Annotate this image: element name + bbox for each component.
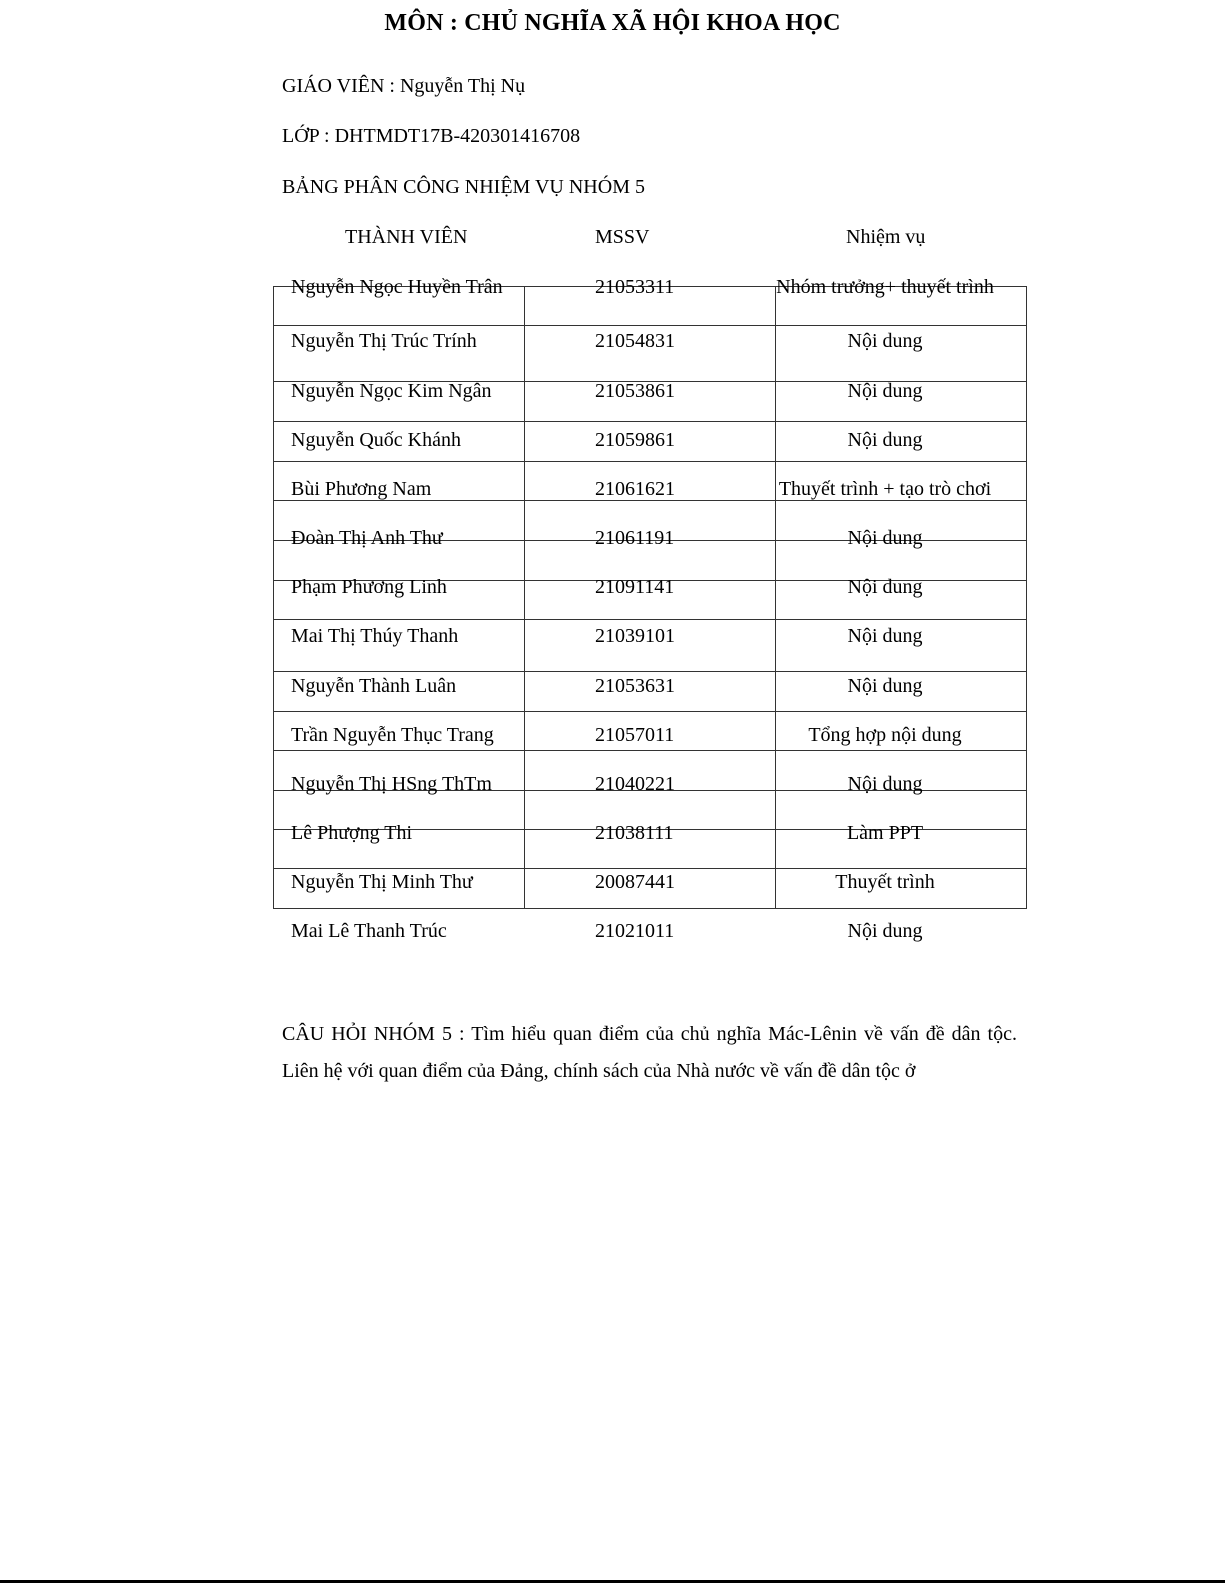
member-name: Mai Lê Thanh Trúc <box>291 920 447 942</box>
student-id: 20087441 <box>595 871 675 893</box>
member-name: Phạm Phương Linh <box>291 576 447 598</box>
member-name: Nguyễn Quốc Khánh <box>291 429 461 451</box>
table-row-divider <box>273 619 1027 620</box>
member-name: Lê Phượng Thi <box>291 822 413 844</box>
member-task: Làm PPT <box>846 822 924 844</box>
student-id: 21053311 <box>595 276 675 298</box>
student-id: 21061621 <box>595 478 675 500</box>
student-id: 21091141 <box>595 576 675 598</box>
table-row-divider <box>273 461 1027 462</box>
member-name: Nguyễn Thị Minh Thư <box>291 871 473 893</box>
member-name: Nguyễn Ngọc Huyền Trân <box>291 276 503 298</box>
student-id: 21040221 <box>595 773 675 795</box>
member-task: Nội dung <box>847 625 923 647</box>
member-task: Nội dung <box>847 527 923 549</box>
student-id: 21059861 <box>595 429 675 451</box>
table-row-divider <box>273 908 1027 909</box>
page-bottom-rule <box>0 1580 1225 1583</box>
class-line: LỚP : DHTMDT17B-420301416708 <box>282 125 581 147</box>
member-task: Tổng hợp nội dung <box>808 724 962 746</box>
student-id: 21039101 <box>595 625 675 647</box>
document-title: MÔN : CHỦ NGHĨA XÃ HỘI KHOA HỌC <box>384 10 841 36</box>
teacher-line: GIÁO VIÊN : Nguyễn Thị Nụ <box>282 75 526 97</box>
member-name: Nguyễn Thành Luân <box>291 675 457 697</box>
member-task: Nội dung <box>847 675 923 697</box>
member-task: Nội dung <box>847 380 923 402</box>
member-task: Thuyết trình + tạo trò chơi <box>778 478 992 500</box>
member-task: Nội dung <box>847 920 923 942</box>
group-question: CÂU HỎI NHÓM 5 : Tìm hiểu quan điểm của chủ nghĩa Mác-Lênin về vấn đề dân tộc. Liên hệ với quan điểm của Đảng, chính sách của Nhà nước về vấn đề dân tộc ở <box>282 1023 1017 1082</box>
member-name: Nguyễn Thị HSng ThTm <box>291 773 492 795</box>
member-name: Nguyễn Ngọc Kim Ngân <box>291 380 492 402</box>
member-name: Mai Thị Thúy Thanh <box>291 625 459 647</box>
member-task: Nhóm trưởng+ thuyết trình <box>776 276 994 298</box>
member-name: Nguyễn Thị Trúc Trính <box>291 330 477 352</box>
table-column-divider <box>1026 286 1027 908</box>
header-task: Nhiệm vụ <box>846 226 926 248</box>
member-task: Nội dung <box>847 576 923 598</box>
table-row-divider <box>273 868 1027 869</box>
member-name: Đoàn Thị Anh Thư <box>291 527 443 549</box>
table-column-divider <box>524 286 525 908</box>
member-task: Nội dung <box>847 429 923 451</box>
student-id: 21057011 <box>595 724 675 746</box>
member-task: Nội dung <box>847 330 923 352</box>
member-task: Thuyết trình <box>835 871 935 893</box>
student-id: 21038111 <box>595 822 674 844</box>
student-id: 21054831 <box>595 330 675 352</box>
table-row-divider <box>273 750 1027 751</box>
table-caption: BẢNG PHÂN CÔNG NHIỆM VỤ NHÓM 5 <box>282 176 645 198</box>
table-row-divider <box>273 325 1027 326</box>
header-student-id: MSSV <box>595 226 650 248</box>
table-row-divider <box>273 421 1027 422</box>
table-row-divider <box>273 671 1027 672</box>
table-row-divider <box>273 711 1027 712</box>
member-task: Nội dung <box>847 773 923 795</box>
student-id: 21021011 <box>595 920 675 942</box>
table-column-divider <box>273 286 274 908</box>
student-id: 21053861 <box>595 380 675 402</box>
student-id: 21053631 <box>595 675 675 697</box>
member-name: Bùi Phương Nam <box>291 478 432 500</box>
header-member: THÀNH VIÊN <box>345 226 468 248</box>
member-name: Trần Nguyễn Thục Trang <box>291 724 494 746</box>
student-id: 21061191 <box>595 527 675 549</box>
